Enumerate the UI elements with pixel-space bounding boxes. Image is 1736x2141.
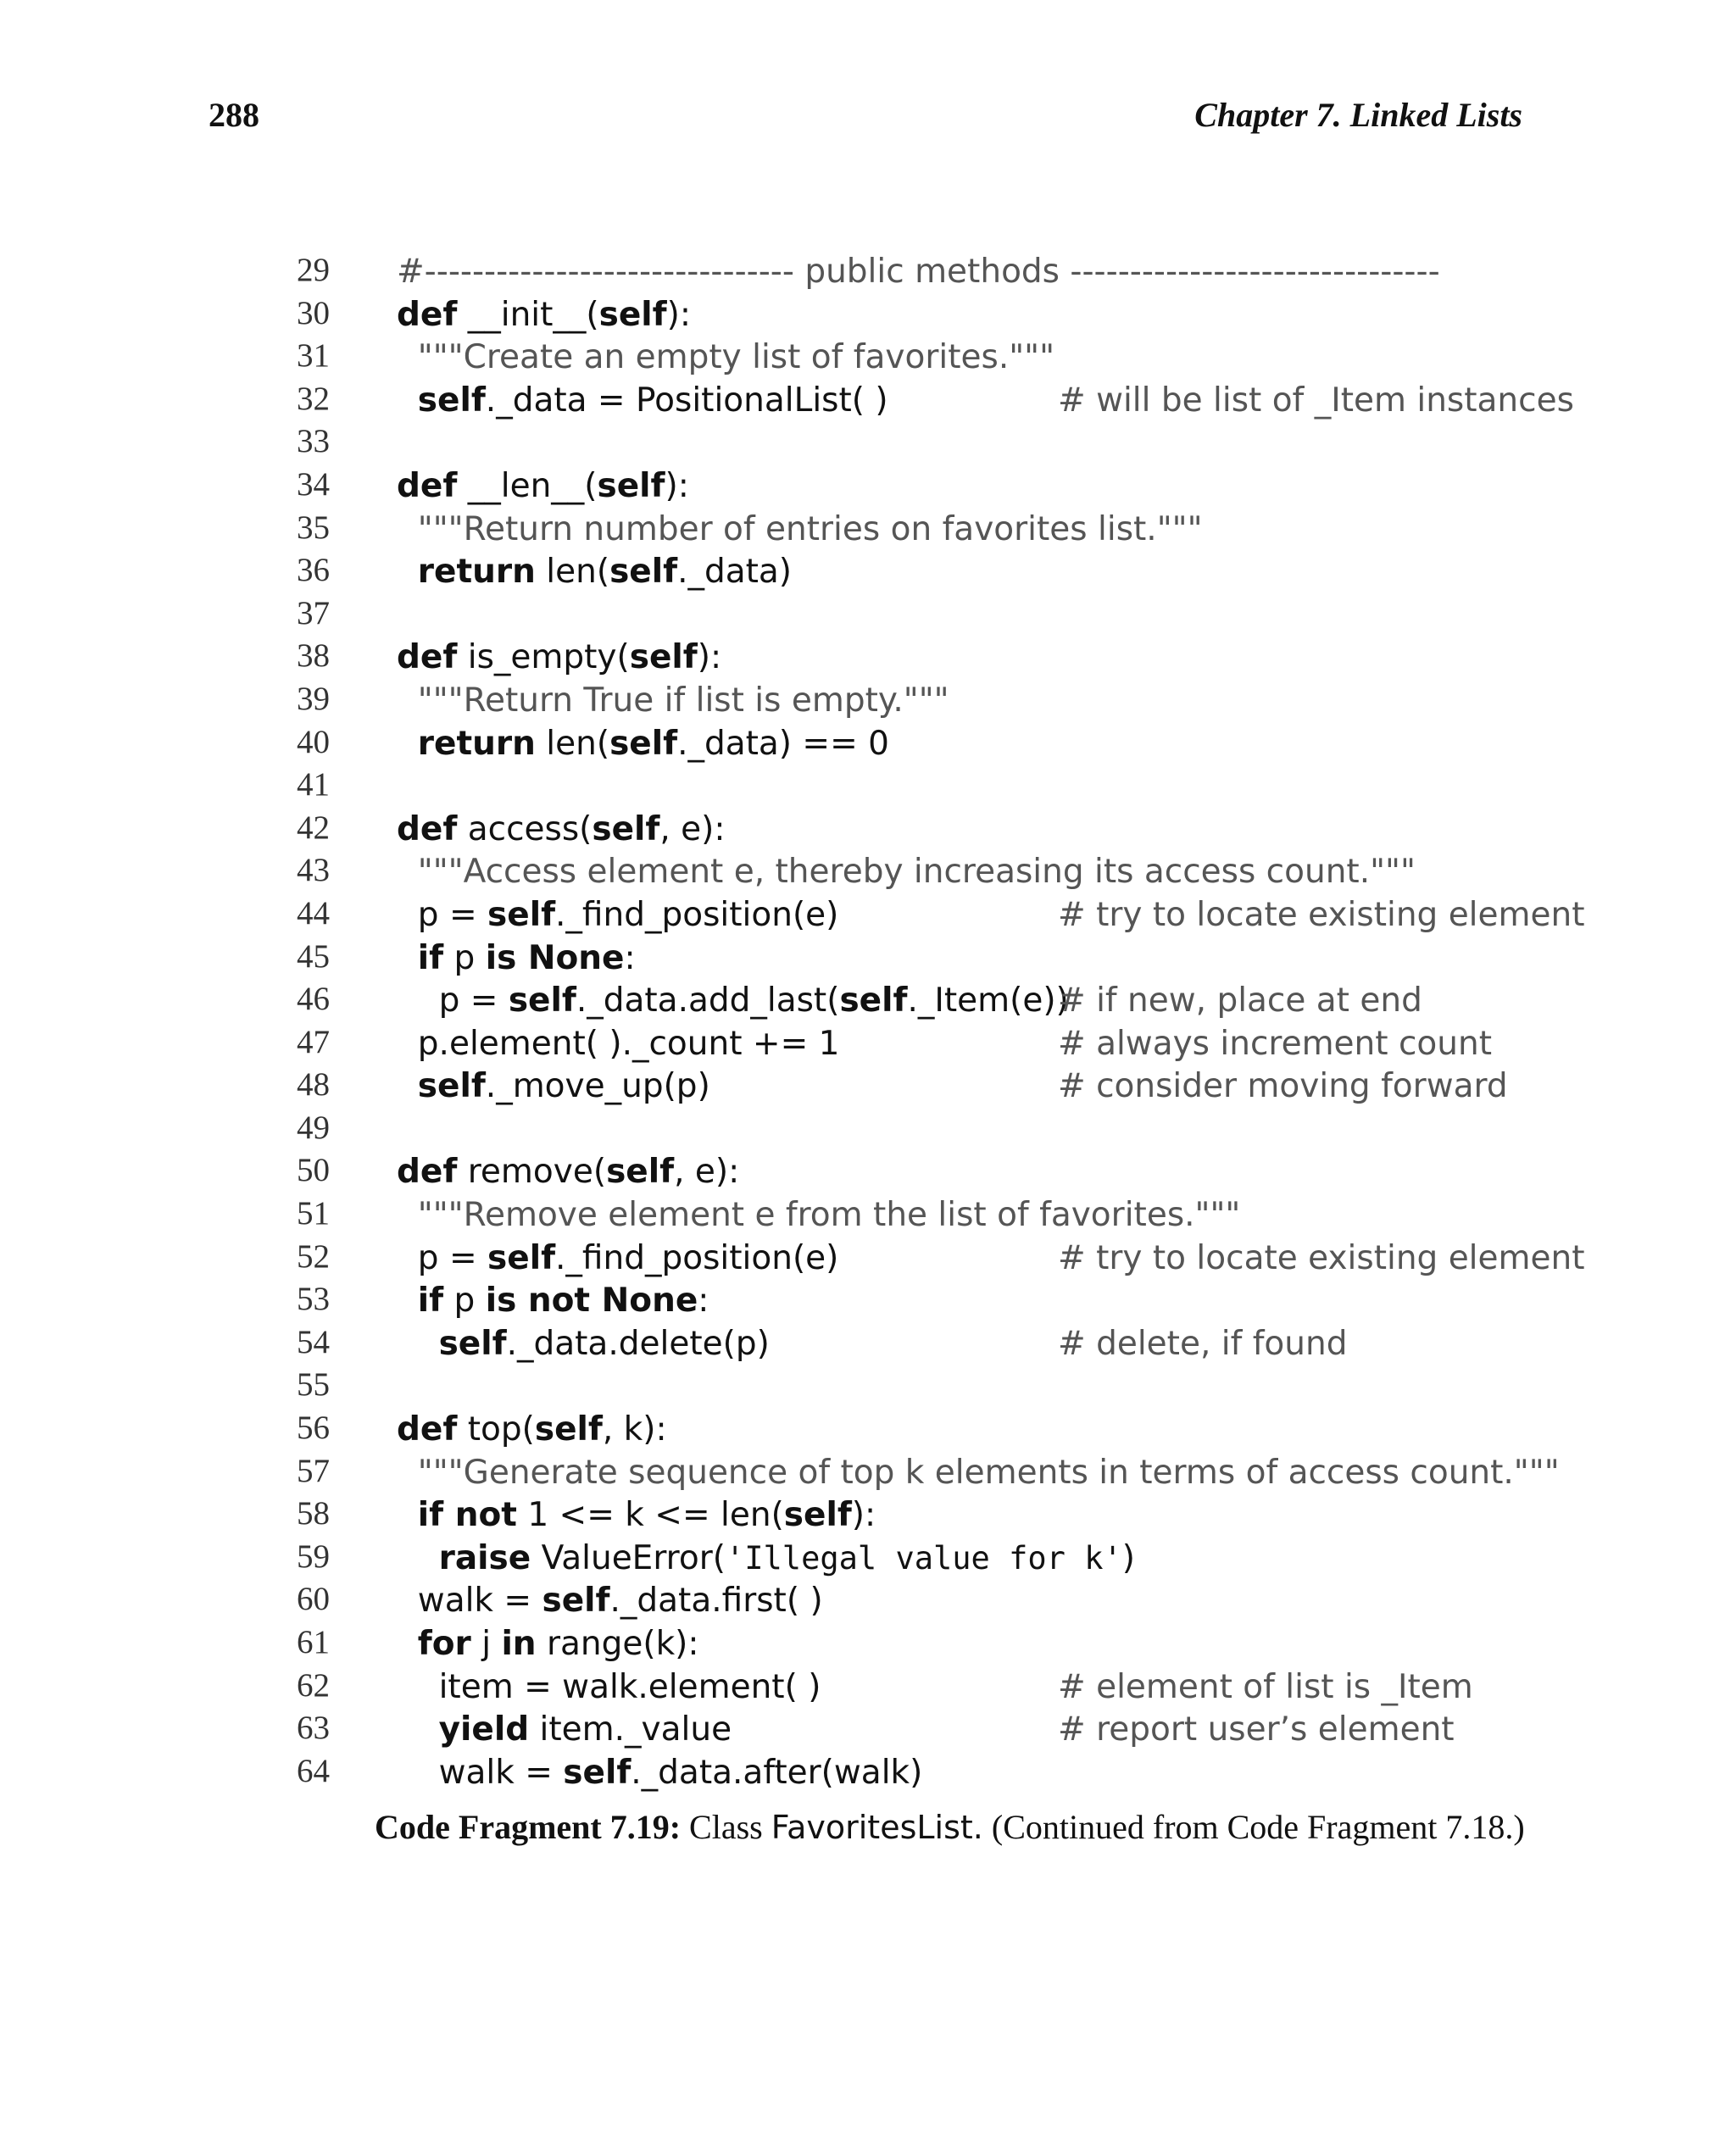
code-string: 'Illegal value for k': [725, 1539, 1122, 1577]
code-token: p =: [397, 895, 488, 934]
line-number: 52: [297, 1237, 330, 1275]
code-token: ._data) == 0: [677, 724, 889, 763]
line-number: 61: [297, 1624, 330, 1660]
line-number: 54: [297, 1323, 330, 1360]
line-number: 46: [297, 981, 330, 1018]
code-line: [297, 1580, 1534, 1623]
code-text: [397, 809, 726, 852]
code-line: [297, 509, 1534, 552]
code-text: [397, 1752, 922, 1795]
code-text: [397, 551, 792, 594]
code-token: ._data.delete(p): [506, 1324, 770, 1363]
code-token: is_empty(: [457, 638, 630, 677]
code-keyword: if: [417, 938, 444, 977]
code-comment: # report user’s element: [1058, 1710, 1455, 1749]
code-token: ._data): [677, 553, 793, 592]
code-line: [297, 723, 1534, 766]
code-keyword: self: [629, 638, 698, 677]
code-line: [297, 1280, 1534, 1323]
code-token: , e):: [659, 809, 726, 848]
code-line: [297, 380, 1574, 423]
code-listing: [297, 251, 1585, 1794]
code-text: [397, 1065, 710, 1109]
code-docstring: """Create an empty list of favorites.""": [397, 338, 1055, 377]
line-number: 59: [297, 1538, 330, 1575]
code-keyword: self: [508, 982, 576, 1020]
code-token: [397, 1539, 439, 1577]
line-number: 51: [297, 1195, 330, 1232]
line-number: 42: [297, 809, 330, 846]
code-keyword: for: [417, 1625, 471, 1663]
line-number: 44: [297, 894, 330, 931]
code-token: [397, 1067, 418, 1105]
code-keyword: self: [487, 895, 556, 934]
code-line: [297, 680, 1534, 723]
code-text: [397, 1580, 823, 1623]
line-number: 48: [297, 1066, 330, 1104]
code-keyword: if: [417, 1282, 444, 1321]
code-keyword: yield: [438, 1710, 530, 1749]
code-token: [397, 1282, 418, 1320]
line-number: 58: [297, 1495, 330, 1532]
code-token: [397, 725, 418, 763]
code-keyword: self: [417, 1067, 486, 1106]
line-number: 45: [297, 937, 330, 975]
code-token: ):: [666, 295, 691, 334]
code-line: [297, 294, 1534, 337]
code-keyword: is not None: [485, 1282, 698, 1321]
code-token: [397, 939, 418, 977]
code-line: [297, 1065, 1534, 1109]
code-docstring: """Generate sequence of top k elements in terms of access count.""": [397, 1453, 1560, 1492]
code-keyword: self: [839, 982, 908, 1020]
code-text: [397, 937, 636, 981]
line-number: 62: [297, 1666, 330, 1704]
code-text: [397, 1666, 821, 1710]
line-number: 63: [297, 1710, 330, 1747]
code-token: ._data.add_last(: [576, 982, 840, 1020]
code-token: , k):: [602, 1410, 667, 1449]
code-text: [397, 1151, 739, 1194]
line-number: 50: [297, 1152, 330, 1189]
code-token: [397, 1710, 439, 1749]
code-token: item = walk.element( ): [397, 1667, 821, 1706]
code-line: [297, 1538, 1534, 1581]
code-keyword: self: [609, 553, 678, 592]
code-token: ._Item(e)): [907, 982, 1069, 1020]
code-line: [297, 251, 1534, 294]
code-token: ._data.after(walk): [631, 1753, 923, 1792]
code-line: [297, 894, 1585, 937]
code-text: [397, 1194, 1240, 1237]
caption-class-name: FavoritesList.: [771, 1809, 983, 1846]
code-line: [297, 1709, 1534, 1752]
line-number: 39: [297, 680, 330, 717]
code-token: [397, 553, 418, 591]
code-line: [297, 1623, 1534, 1666]
code-keyword: self: [783, 1496, 852, 1535]
code-text: [397, 851, 1416, 894]
code-token: , e):: [674, 1153, 740, 1192]
code-token: :: [698, 1282, 709, 1321]
code-text: [397, 1494, 876, 1538]
code-keyword: return: [417, 553, 536, 592]
code-keyword: if not: [417, 1496, 517, 1535]
code-line: [297, 637, 1534, 680]
line-number: 56: [297, 1410, 330, 1447]
code-text: [397, 680, 949, 723]
code-comment: # consider moving forward: [1058, 1067, 1508, 1106]
line-number: 57: [297, 1452, 330, 1489]
code-keyword: self: [542, 1582, 610, 1621]
code-comment: # try to locate existing element: [1058, 895, 1585, 934]
code-keyword: self: [609, 724, 678, 763]
code-token: item._value: [529, 1710, 732, 1749]
code-line: [297, 851, 1534, 894]
code-keyword: self: [592, 809, 660, 848]
code-line: [297, 1109, 1534, 1152]
page-number: 288: [209, 96, 259, 134]
code-token: p =: [397, 982, 509, 1020]
code-token: :: [624, 938, 636, 977]
code-keyword: is None: [485, 938, 625, 977]
code-keyword: self: [417, 381, 486, 420]
code-line: [297, 1151, 1534, 1194]
code-text: [397, 980, 1069, 1023]
code-text: [397, 1237, 838, 1281]
code-line: [297, 465, 1534, 509]
code-keyword: def: [397, 809, 458, 848]
code-token: [397, 1325, 439, 1363]
code-text: [397, 637, 721, 680]
code-token: 1 <= k <= len(: [516, 1496, 784, 1535]
code-token: __len__(: [457, 466, 598, 505]
code-token: ._data.first( ): [609, 1582, 823, 1621]
line-number: 40: [297, 723, 330, 760]
code-token: [397, 381, 418, 420]
code-token: p =: [397, 1238, 488, 1277]
code-docstring: """Return True if list is empty.""": [397, 681, 949, 720]
code-keyword: def: [397, 295, 458, 334]
code-docstring: #------------------------------- public methods -------------------------------: [397, 253, 1440, 291]
code-token: walk =: [397, 1753, 564, 1792]
code-text: [397, 1623, 699, 1666]
caption-rest: (Continued from Code Fragment 7.18.): [991, 1808, 1525, 1846]
code-token: ._move_up(p): [485, 1067, 710, 1106]
code-keyword: self: [563, 1753, 632, 1792]
code-token: ): [1121, 1538, 1135, 1577]
code-line: [297, 809, 1534, 852]
code-keyword: self: [597, 466, 665, 505]
code-text: [397, 1452, 1560, 1495]
line-number: 36: [297, 552, 330, 589]
code-token: [397, 1625, 418, 1663]
code-text: [397, 380, 888, 423]
code-text: [397, 1538, 1135, 1581]
code-text: [397, 509, 1203, 552]
code-docstring: """Access element e, thereby increasing its access count.""": [397, 853, 1416, 892]
code-keyword: def: [397, 1153, 458, 1192]
caption-label: Code Fragment 7.19:: [375, 1808, 682, 1846]
code-text: [397, 465, 689, 509]
chapter-title: Chapter 7. Linked Lists: [1194, 96, 1522, 134]
line-number: 49: [297, 1109, 330, 1146]
code-keyword: raise: [438, 1538, 531, 1577]
code-token: p: [443, 938, 486, 977]
code-token: len(: [535, 724, 610, 763]
line-number: 53: [297, 1281, 330, 1318]
code-comment: # element of list is _Item: [1058, 1667, 1473, 1706]
code-token: p.element( )._count += 1: [397, 1024, 840, 1063]
line-number: 29: [297, 252, 330, 288]
code-text: [397, 294, 691, 337]
line-number: 35: [297, 509, 330, 546]
line-number: 41: [297, 766, 330, 804]
code-line: [297, 1365, 1534, 1409]
code-token: ):: [697, 638, 722, 677]
code-line: [297, 1452, 1560, 1495]
line-number: 34: [297, 465, 330, 503]
code-text: [397, 251, 1440, 294]
line-number: 47: [297, 1023, 330, 1060]
code-comment: # always increment count: [1058, 1024, 1492, 1063]
line-number: 37: [297, 594, 330, 631]
code-line: [297, 937, 1534, 981]
code-token: ):: [665, 466, 689, 505]
code-token: ):: [851, 1496, 876, 1535]
code-token: ._find_position(e): [555, 895, 839, 934]
code-line: [297, 980, 1534, 1023]
line-number: 64: [297, 1752, 330, 1789]
code-text: [397, 1280, 709, 1323]
code-comment: # delete, if found: [1058, 1324, 1348, 1363]
line-number: 30: [297, 294, 330, 331]
code-keyword: self: [487, 1238, 556, 1277]
code-line: [297, 1323, 1534, 1366]
code-comment: # if new, place at end: [1058, 982, 1422, 1020]
code-text: [397, 723, 889, 766]
code-docstring: """Remove element e from the list of favorites.""": [397, 1196, 1241, 1235]
code-keyword: return: [417, 724, 536, 763]
code-token: access(: [457, 809, 593, 848]
code-caption: [375, 1807, 1525, 1847]
code-token: range(k):: [536, 1625, 699, 1663]
code-token: ._data = PositionalList( ): [485, 381, 888, 420]
code-line: [297, 594, 1534, 637]
code-line: [297, 1752, 1534, 1795]
code-line: [297, 551, 1534, 594]
code-line: [297, 1237, 1585, 1281]
code-text: [397, 336, 1054, 380]
code-token: walk =: [397, 1582, 542, 1621]
code-token: top(: [457, 1410, 535, 1449]
code-keyword: self: [598, 295, 667, 334]
line-number: 38: [297, 637, 330, 675]
code-token: remove(: [457, 1153, 607, 1192]
code-text: [397, 1323, 770, 1366]
line-number: 55: [297, 1366, 330, 1404]
caption-class-word: Class: [689, 1808, 763, 1846]
code-keyword: self: [438, 1324, 507, 1363]
code-token: j: [470, 1625, 502, 1663]
code-line: [297, 422, 1534, 465]
code-text: [397, 1409, 667, 1452]
code-keyword: def: [397, 466, 458, 505]
code-text: [397, 894, 838, 937]
code-keyword: def: [397, 638, 458, 677]
code-keyword: in: [501, 1625, 537, 1663]
code-keyword: self: [534, 1410, 603, 1449]
code-line: [297, 1194, 1534, 1237]
code-line: [297, 1023, 1534, 1066]
code-text: [397, 1709, 732, 1752]
code-line: [297, 765, 1534, 809]
line-number: 32: [297, 380, 330, 417]
code-keyword: self: [606, 1153, 675, 1192]
code-line: [297, 1494, 1534, 1538]
code-docstring: """Return number of entries on favorites list.""": [397, 509, 1203, 548]
code-comment: # will be list of _Item instances: [1058, 381, 1574, 420]
code-token: p: [443, 1282, 486, 1321]
line-number: 43: [297, 852, 330, 889]
line-number: 33: [297, 423, 330, 460]
code-token: ValueError(: [531, 1538, 726, 1577]
code-token: __init__(: [457, 295, 599, 334]
code-line: [297, 1409, 1534, 1452]
code-line: [297, 336, 1534, 380]
code-text: [397, 1023, 839, 1066]
line-number: 60: [297, 1581, 330, 1618]
code-token: ._find_position(e): [555, 1238, 839, 1277]
code-line: [297, 1666, 1534, 1710]
code-token: [397, 1496, 418, 1534]
code-comment: # try to locate existing element: [1058, 1238, 1585, 1277]
line-number: 31: [297, 337, 330, 375]
code-keyword: def: [397, 1410, 458, 1449]
code-token: len(: [535, 553, 610, 592]
